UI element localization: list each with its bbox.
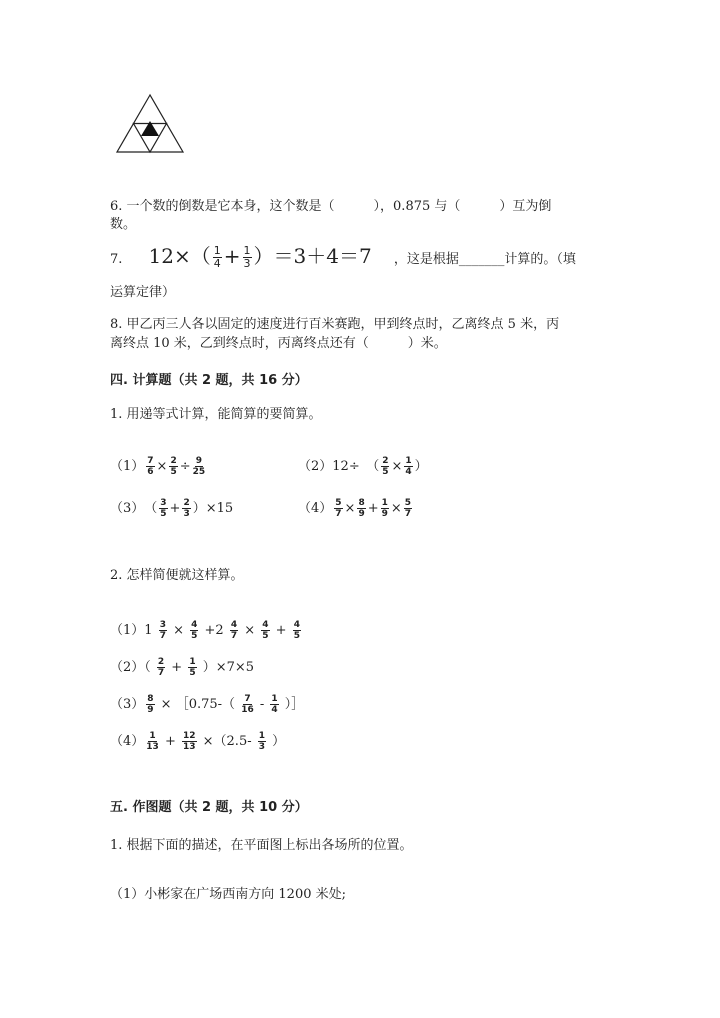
numerator: 1 — [213, 244, 221, 257]
fraction — [213, 245, 222, 270]
expr-text: × — [391, 459, 403, 474]
q6-line2: 数。 — [110, 217, 137, 232]
q7-number: 7. — [110, 252, 123, 267]
fraction — [169, 456, 177, 477]
numerator: 2 — [382, 456, 389, 466]
expr-text: （3） （ — [110, 501, 158, 516]
numerator: 2 — [170, 456, 177, 466]
s4-q2-item2 — [110, 656, 254, 678]
s5-q1-title: 1. 根据下面的描述，在平面图上标出各场所的位置。 — [110, 838, 413, 853]
expr-text: × — [240, 623, 260, 638]
expr-text: ）］ — [280, 697, 305, 712]
numerator: 1 — [189, 657, 196, 667]
denominator: 5 — [382, 467, 389, 477]
denominator: 5 — [191, 631, 198, 641]
denominator: 5 — [189, 668, 196, 678]
s4-q2-item4 — [110, 730, 285, 752]
fraction — [182, 731, 197, 752]
numerator: 7 — [147, 456, 154, 466]
numerator: 1 — [271, 694, 278, 704]
fraction — [404, 456, 412, 477]
fraction — [146, 731, 159, 752]
denominator: 25 — [192, 467, 206, 477]
denominator: 5 — [293, 631, 300, 641]
denominator: 5 — [170, 467, 177, 477]
fraction — [241, 694, 254, 715]
expr-text: 12×（ — [148, 244, 211, 268]
denominator: 9 — [358, 509, 365, 519]
denominator: 6 — [147, 467, 154, 477]
expr-text: + — [169, 501, 181, 516]
q7-line — [110, 240, 576, 270]
numerator: 5 — [404, 498, 412, 508]
section5-heading: 五. 作图题（共 2 题，共 10 分） — [110, 800, 308, 815]
fraction — [190, 620, 198, 641]
denominator: 7 — [404, 509, 412, 519]
numerator: 2 — [183, 498, 190, 508]
fraction — [258, 731, 266, 752]
fraction — [404, 498, 412, 519]
numerator: 8 — [358, 498, 365, 508]
expr-text: （1） — [110, 459, 145, 474]
s4-q2-item1 — [110, 619, 303, 641]
numerator: 1 — [381, 498, 388, 508]
denominator: 5 — [160, 509, 167, 519]
denominator: 3 — [258, 742, 266, 752]
expr-text: + — [271, 623, 291, 638]
expr-text: × ［0.75-（ — [156, 697, 240, 712]
numerator: 4 — [262, 620, 269, 630]
q7-text: ，这是根据_______计算的。（填 — [393, 252, 576, 267]
expr-text: ）＝3＋4＝7 — [253, 244, 372, 268]
fraction — [182, 498, 190, 519]
expr-text: （2）12÷ （ — [298, 459, 380, 474]
expr-text: ） — [268, 734, 286, 749]
denominator: 7 — [335, 509, 342, 519]
q6-line1: 6. 一个数的倒数是它本身，这个数是（ ），0.875 与（ ）互为倒 — [110, 199, 552, 214]
numerator: 1 — [405, 456, 412, 466]
q7-line2: 运算定律） — [110, 285, 176, 300]
numerator: 2 — [157, 657, 165, 667]
denominator: 3 — [183, 509, 190, 519]
numerator: 5 — [335, 498, 342, 508]
denominator: 13 — [146, 742, 159, 752]
expr-text: ）×7×5 — [198, 660, 255, 675]
q8-line2: 离终点 10 米，乙到终点时，丙离终点还有（ ）米。 — [110, 336, 447, 351]
fraction — [146, 456, 154, 477]
fraction — [193, 456, 206, 477]
numerator: 1 — [243, 244, 251, 257]
denominator: 7 — [230, 631, 238, 641]
denominator: 9 — [147, 705, 154, 715]
expr-text: （3） — [110, 697, 145, 712]
fraction — [293, 620, 301, 641]
numerator: 1 — [149, 731, 156, 741]
s4-q1-title: 1. 用递等式计算，能简算的要简算。 — [110, 407, 322, 422]
triangle-figure — [110, 90, 190, 158]
numerator: 8 — [147, 694, 154, 704]
q8-line1: 8. 甲乙丙三人各以固定的速度进行百米赛跑，甲到终点时，乙离终点 5 米，丙 — [110, 317, 560, 332]
expr-text: （4） — [110, 734, 145, 749]
fraction — [188, 657, 196, 678]
fraction — [159, 620, 167, 641]
expr-text: × — [344, 501, 356, 516]
fraction — [159, 498, 167, 519]
expr-text: + — [367, 501, 379, 516]
denominator: 5 — [262, 631, 269, 641]
numerator: 4 — [191, 620, 198, 630]
fraction — [381, 456, 389, 477]
expr-text: ÷ — [179, 459, 191, 474]
expr-text: （1）1 — [110, 623, 157, 638]
s5-q1-sub1: （1）小彬家在广场西南方向 1200 米处; — [110, 887, 346, 902]
denominator: 4 — [213, 257, 221, 270]
fraction — [357, 498, 365, 519]
expr-text: - — [255, 697, 269, 712]
expr-text: （2）（ — [110, 660, 155, 675]
denominator: 7 — [157, 668, 165, 678]
expr-text: （4） — [298, 501, 333, 516]
q7-expression — [149, 240, 372, 270]
s4-q1-item3 — [110, 497, 233, 519]
numerator: 4 — [293, 620, 300, 630]
expr-text: + — [160, 734, 180, 749]
numerator: 3 — [159, 620, 166, 630]
numerator: 7 — [244, 694, 251, 704]
denominator: 4 — [405, 467, 412, 477]
expr-text: +2 — [200, 623, 228, 638]
numerator: 9 — [195, 456, 203, 466]
fraction — [230, 620, 238, 641]
expr-text: × — [168, 623, 189, 638]
s4-q1-item2 — [298, 455, 428, 477]
expr-text: ）×15 — [192, 501, 234, 516]
fraction — [270, 694, 278, 715]
fraction — [146, 694, 154, 715]
s4-q2-title: 2. 怎样简便就这样算。 — [110, 568, 244, 583]
s4-q2-item3 — [110, 693, 304, 715]
denominator: 7 — [159, 631, 166, 641]
fraction — [334, 498, 342, 519]
expr-text: ） — [414, 459, 428, 474]
expr-text: + — [223, 244, 241, 268]
denominator: 4 — [271, 705, 278, 715]
section4-heading: 四. 计算题（共 2 题，共 16 分） — [110, 373, 308, 388]
expr-text: × — [390, 501, 402, 516]
fraction — [157, 657, 165, 678]
denominator: 3 — [243, 257, 251, 270]
numerator: 3 — [160, 498, 167, 508]
fraction — [261, 620, 269, 641]
fraction — [381, 498, 389, 519]
expr-text: × — [156, 459, 168, 474]
s4-q1-item4 — [298, 497, 414, 519]
denominator: 13 — [182, 742, 196, 752]
denominator: 16 — [241, 705, 254, 715]
fraction — [243, 245, 252, 270]
s4-q1-item1 — [110, 455, 207, 477]
expr-text: + — [167, 660, 187, 675]
numerator: 1 — [258, 731, 266, 741]
numerator: 4 — [230, 620, 238, 630]
expr-text: ×（2.5- — [198, 734, 256, 749]
denominator: 9 — [381, 509, 388, 519]
numerator: 12 — [182, 731, 196, 741]
